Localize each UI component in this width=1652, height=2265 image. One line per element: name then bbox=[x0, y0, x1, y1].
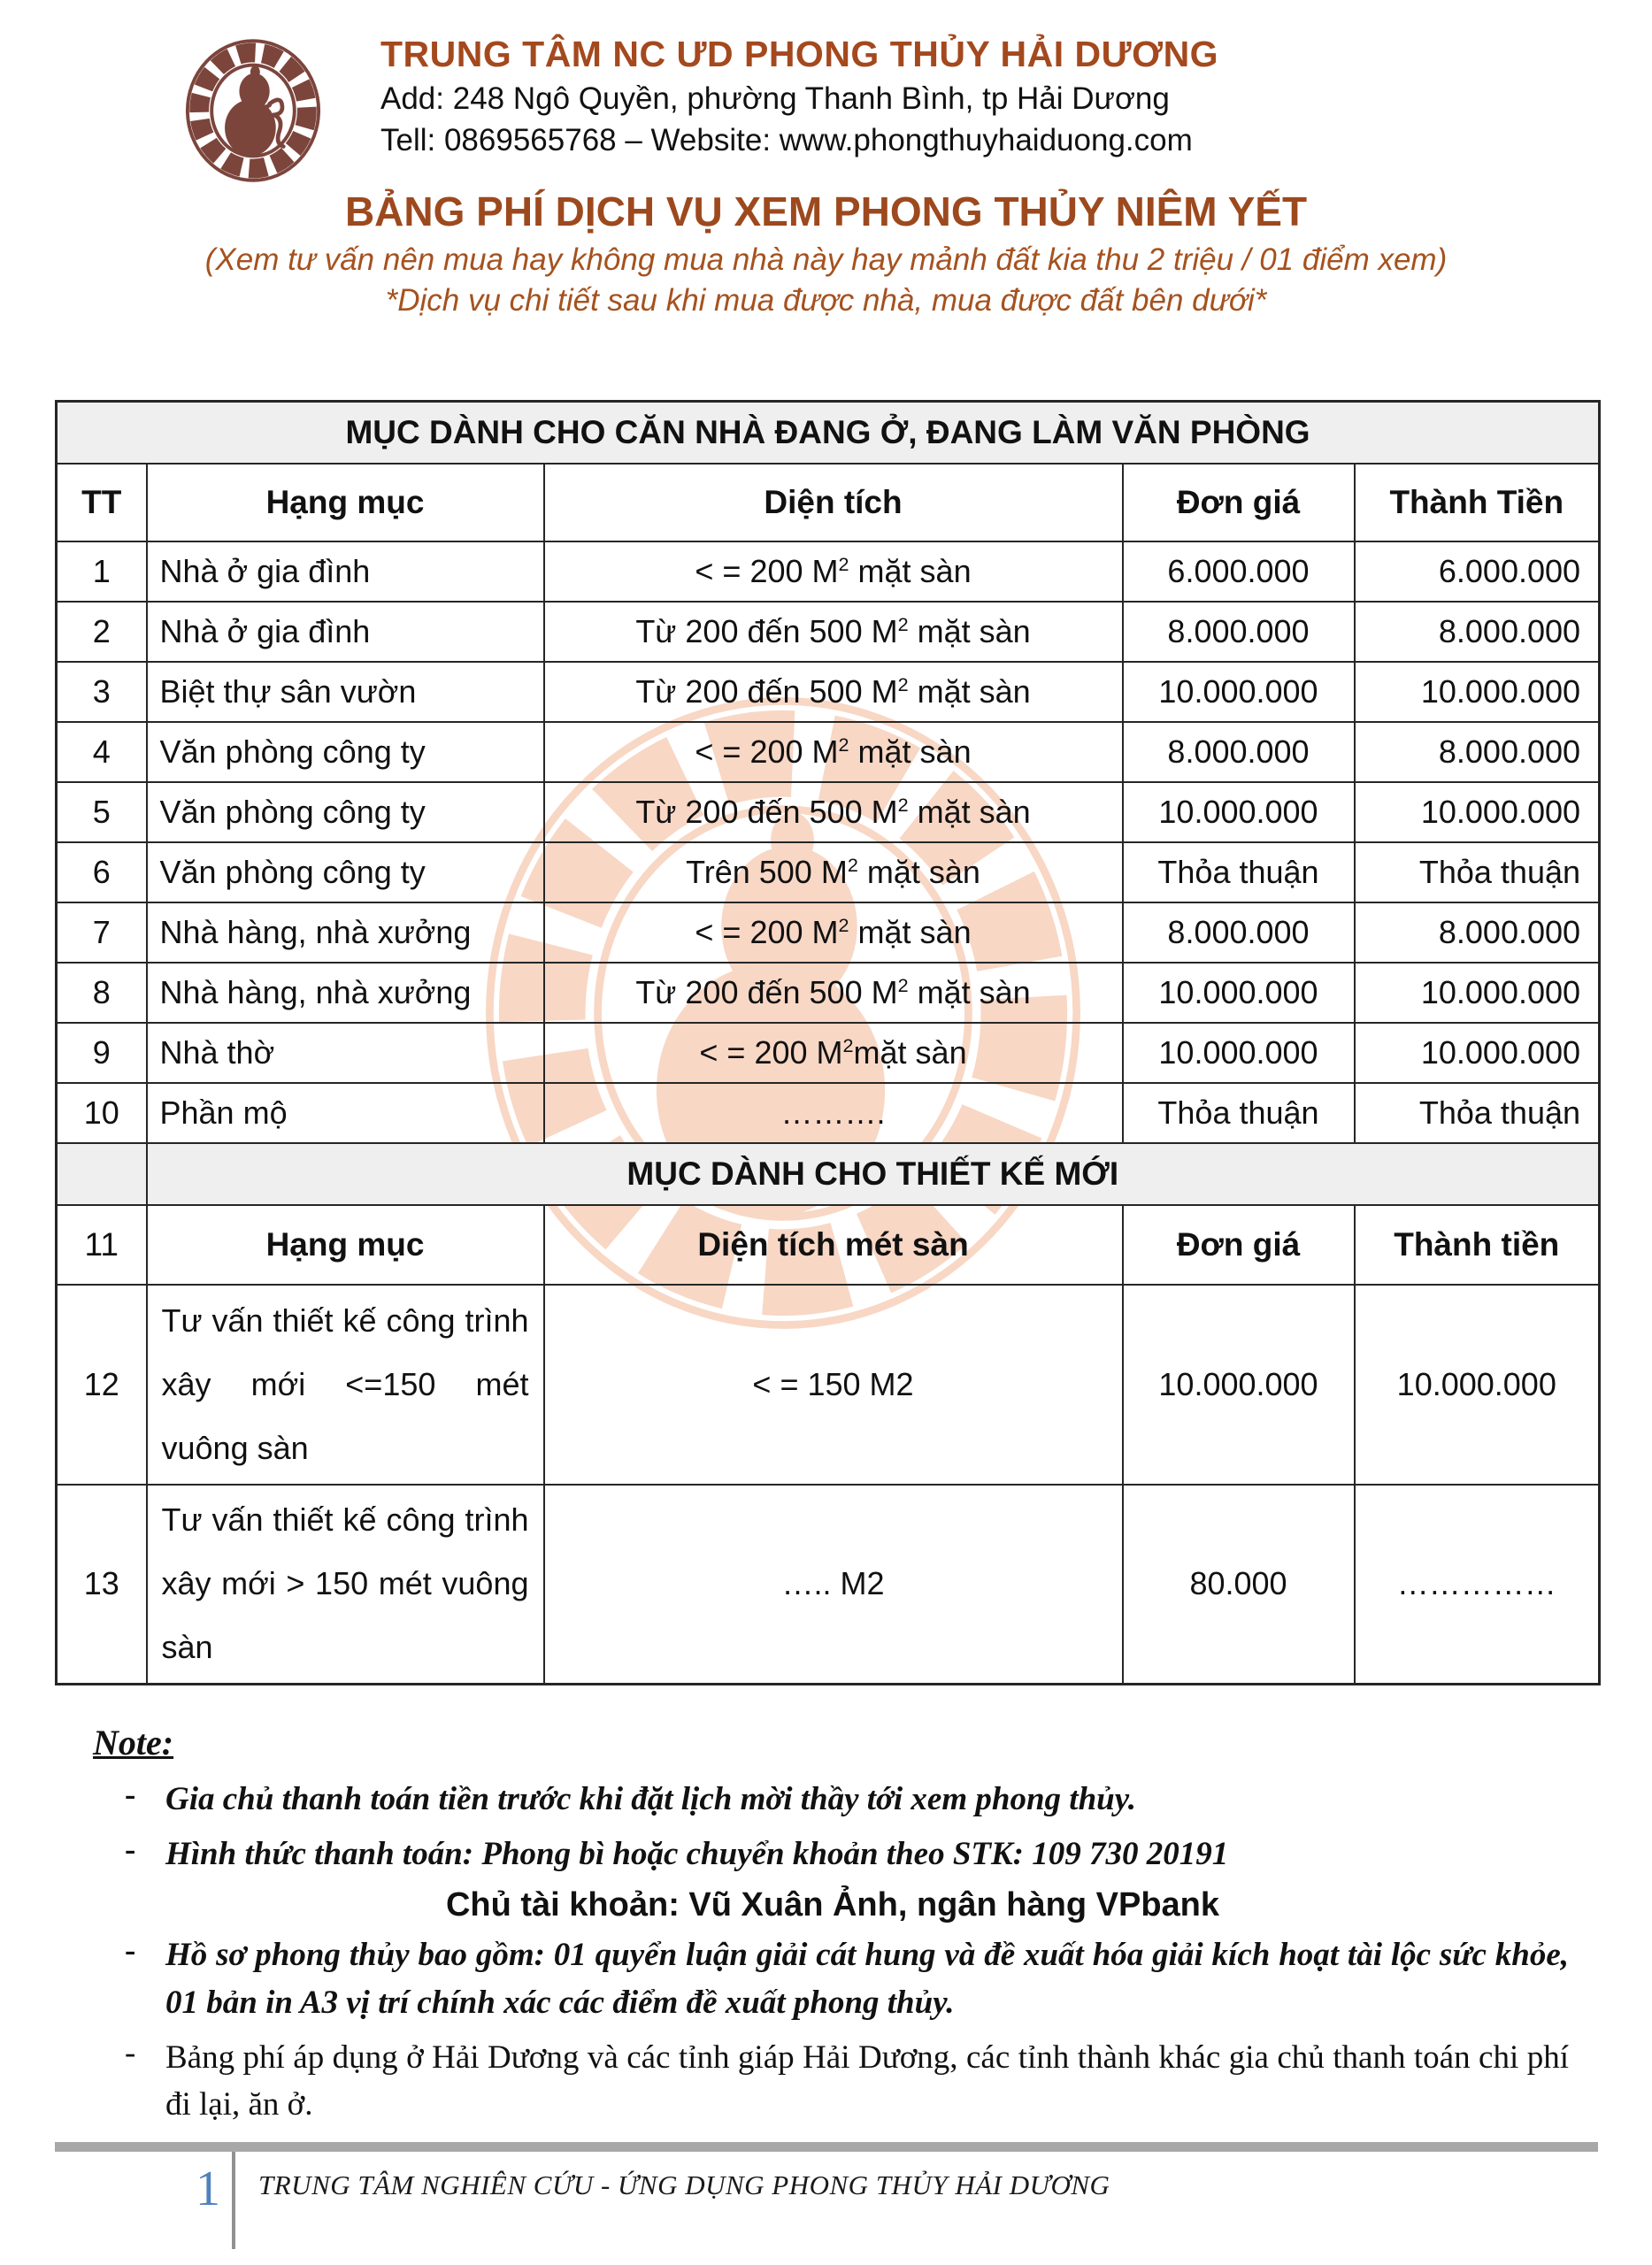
price-cell: 8.000.000 bbox=[1123, 602, 1355, 662]
footer-vertical-rule bbox=[232, 2152, 235, 2249]
tt-cell: 5 bbox=[57, 782, 147, 842]
table-row bbox=[57, 963, 1600, 1023]
page-number: 1 bbox=[196, 2161, 220, 2216]
note-item bbox=[93, 2034, 1572, 2129]
area-cell: Từ 200 đến 500 $M^2$ mặt sàn bbox=[544, 662, 1123, 722]
bullet-dash: - bbox=[125, 2034, 136, 2071]
bullet-dash: - bbox=[125, 1932, 136, 1969]
table-row bbox=[57, 842, 1600, 902]
table-row bbox=[57, 541, 1600, 602]
price-cell: 10.000.000 bbox=[1123, 1285, 1355, 1485]
section2-tt-spacer bbox=[57, 1143, 147, 1205]
total-cell: 6.000.000 bbox=[1355, 541, 1600, 602]
col2-total: Thành tiền bbox=[1355, 1205, 1600, 1285]
gourd-emblem-logo-icon bbox=[184, 35, 322, 186]
bullet-dash: - bbox=[125, 1831, 136, 1868]
tt-cell: 2 bbox=[57, 602, 147, 662]
col-total: Thành Tiền bbox=[1355, 464, 1600, 541]
letterhead bbox=[380, 34, 1531, 158]
subtitle-line-2: *Dịch vụ chi tiết sau khi mua được nhà, mua được đất bên dưới* bbox=[385, 283, 1267, 318]
table-row bbox=[57, 1023, 1600, 1083]
total-cell: 10.000.000 bbox=[1355, 963, 1600, 1023]
table-row bbox=[57, 902, 1600, 963]
tt-cell: 10 bbox=[57, 1083, 147, 1143]
item-cell: Phần mộ bbox=[147, 1083, 544, 1143]
tt-cell: 6 bbox=[57, 842, 147, 902]
section2-title: MỤC DÀNH CHO THIẾT KẾ MỚI bbox=[147, 1143, 1600, 1205]
col2-tt: 11 bbox=[57, 1205, 147, 1285]
subtitle-line-1: (Xem tư vấn nên mua hay không mua nhà này hay mảnh đất kia thu 2 triệu / 01 điểm xem) bbox=[204, 242, 1448, 277]
note-text: Gia chủ thanh toán tiền trước khi đặt lịch mời thầy tới xem phong thủy. bbox=[165, 1781, 1137, 1817]
area-cell: < = 150 M2 bbox=[544, 1285, 1123, 1485]
total-cell: Thỏa thuận bbox=[1355, 842, 1600, 902]
item-cell: Nhà hàng, nhà xưởng bbox=[147, 902, 544, 963]
price-cell: 10.000.000 bbox=[1123, 782, 1355, 842]
tt-cell: 9 bbox=[57, 1023, 147, 1083]
item-cell: Biệt thự sân vườn bbox=[147, 662, 544, 722]
area-cell: ….. M2 bbox=[544, 1485, 1123, 1685]
price-cell: 8.000.000 bbox=[1123, 722, 1355, 782]
brand-contact: Tell: 0869565768 – Website: www.phongthuyhaiduong.com bbox=[380, 123, 1193, 157]
price-cell: 80.000 bbox=[1123, 1485, 1355, 1685]
area-cell: < = 200 $M^2$ mặt sàn bbox=[544, 722, 1123, 782]
table-row bbox=[57, 722, 1600, 782]
col-price: Đơn giá bbox=[1123, 464, 1355, 541]
total-cell: 10.000.000 bbox=[1355, 1023, 1600, 1083]
item-cell: Văn phòng công ty bbox=[147, 842, 544, 902]
area-cell: < = 200 $M^2$ mặt sàn bbox=[544, 541, 1123, 602]
column-header-row bbox=[57, 464, 1600, 541]
notes-section bbox=[93, 1722, 1572, 2129]
table-row bbox=[57, 1485, 1600, 1685]
col2-price: Đơn giá bbox=[1123, 1205, 1355, 1285]
notes-heading: Note: bbox=[93, 1723, 174, 1762]
fee-table bbox=[55, 400, 1601, 1685]
total-cell: 8.000.000 bbox=[1355, 722, 1600, 782]
item-cell: Văn phòng công ty bbox=[147, 722, 544, 782]
section1-title: MỤC DÀNH CHO CĂN NHÀ ĐANG Ở, ĐANG LÀM VĂN PHÒNG bbox=[57, 402, 1600, 464]
total-cell: 10.000.000 bbox=[1355, 1285, 1600, 1485]
footer-divider-bar bbox=[55, 2142, 1598, 2152]
tt-cell: 4 bbox=[57, 722, 147, 782]
tt-cell: 8 bbox=[57, 963, 147, 1023]
item-cell: Nhà ở gia đình bbox=[147, 541, 544, 602]
item-cell: Nhà hàng, nhà xưởng bbox=[147, 963, 544, 1023]
price-cell: 10.000.000 bbox=[1123, 662, 1355, 722]
note-item bbox=[93, 1776, 1572, 1824]
note-text: Hồ sơ phong thủy bao gồm: 01 quyển luận giải cát hung và đề xuất hóa giải kích hoạt tài lộc sức khỏe, 01 bản in A3 vị trí chính xác các điểm đề xuất phong thủy. bbox=[165, 1937, 1569, 2021]
item-cell: Nhà thờ bbox=[147, 1023, 544, 1083]
price-cell: 10.000.000 bbox=[1123, 963, 1355, 1023]
area-cell: < = 200 $M^2mặt$ sàn bbox=[544, 1023, 1123, 1083]
col2-item: Hạng mục bbox=[147, 1205, 544, 1285]
tt-cell: 12 bbox=[57, 1285, 147, 1485]
area-cell: Từ 200 đến 500 $M^2$ mặt sàn bbox=[544, 782, 1123, 842]
price-cell: Thỏa thuận bbox=[1123, 1083, 1355, 1143]
item-cell: Nhà ở gia đình bbox=[147, 602, 544, 662]
section2-header-row bbox=[57, 1143, 1600, 1205]
tt-cell: 7 bbox=[57, 902, 147, 963]
brand-address: Add: 248 Ngô Quyền, phường Thanh Bình, tp Hải Dương bbox=[380, 81, 1170, 116]
account-holder-line: Chủ tài khoản: Vũ Xuân Ảnh, ngân hàng VPbank bbox=[445, 1886, 1220, 1924]
price-cell: 10.000.000 bbox=[1123, 1023, 1355, 1083]
column-header-row-2 bbox=[57, 1205, 1600, 1285]
table-row bbox=[57, 1285, 1600, 1485]
note-text: Bảng phí áp dụng ở Hải Dương và các tỉnh giáp Hải Dương, các tỉnh thành khác gia chủ thanh toán chi phí đi lại, ăn ở. bbox=[165, 2038, 1569, 2123]
tt-cell: 3 bbox=[57, 662, 147, 722]
footer-text: TRUNG TÂM NGHIÊN CỨU - ỨNG DỤNG PHONG THỦY HẢI DƯƠNG bbox=[258, 2169, 1110, 2200]
price-cell: 6.000.000 bbox=[1123, 541, 1355, 602]
table-row bbox=[57, 1083, 1600, 1143]
item-cell: Văn phòng công ty bbox=[147, 782, 544, 842]
total-cell: Thỏa thuận bbox=[1355, 1083, 1600, 1143]
total-cell: 8.000.000 bbox=[1355, 902, 1600, 963]
item-cell: Tư vấn thiết kế công trình xây mới > 150 mét vuông sàn bbox=[147, 1485, 544, 1685]
table-row bbox=[57, 782, 1600, 842]
section1-header-row bbox=[57, 402, 1600, 464]
area-cell: ………. bbox=[544, 1083, 1123, 1143]
area-cell: Trên 500 $M^2$ mặt sàn bbox=[544, 842, 1123, 902]
price-cell: 8.000.000 bbox=[1123, 902, 1355, 963]
area-cell: < = 200 $M^2$ mặt sàn bbox=[544, 902, 1123, 963]
total-cell: 8.000.000 bbox=[1355, 602, 1600, 662]
price-cell: Thỏa thuận bbox=[1123, 842, 1355, 902]
tt-cell: 1 bbox=[57, 541, 147, 602]
brand-name: TRUNG TÂM NC ƯD PHONG THỦY HẢI DƯƠNG bbox=[380, 34, 1219, 74]
note-item bbox=[93, 1931, 1572, 2026]
page-title: BẢNG PHÍ DỊCH VỤ XEM PHONG THỦY NIÊM YẾT bbox=[344, 188, 1308, 234]
item-cell: Tư vấn thiết kế công trình xây mới <=150 mét vuông sàn bbox=[147, 1285, 544, 1485]
tt-cell: 13 bbox=[57, 1485, 147, 1685]
col2-area: Diện tích mét sàn bbox=[544, 1205, 1123, 1285]
col-area: Diện tích bbox=[544, 464, 1123, 541]
total-cell: 10.000.000 bbox=[1355, 662, 1600, 722]
total-cell: …………… bbox=[1355, 1485, 1600, 1685]
table-row bbox=[57, 602, 1600, 662]
note-item bbox=[93, 1831, 1572, 1878]
col-item: Hạng mục bbox=[147, 464, 544, 541]
table-row bbox=[57, 662, 1600, 722]
col-tt: TT bbox=[57, 464, 147, 541]
bullet-dash: - bbox=[125, 1777, 136, 1813]
total-cell: 10.000.000 bbox=[1355, 782, 1600, 842]
area-cell: Từ 200 đến 500 $M^2$ mặt sàn bbox=[544, 602, 1123, 662]
note-text: Hình thức thanh toán: Phong bì hoặc chuyển khoản theo STK: 109 730 20191 bbox=[165, 1835, 1229, 1872]
area-cell: Từ 200 đến 500 $M^2$ mặt sàn bbox=[544, 963, 1123, 1023]
